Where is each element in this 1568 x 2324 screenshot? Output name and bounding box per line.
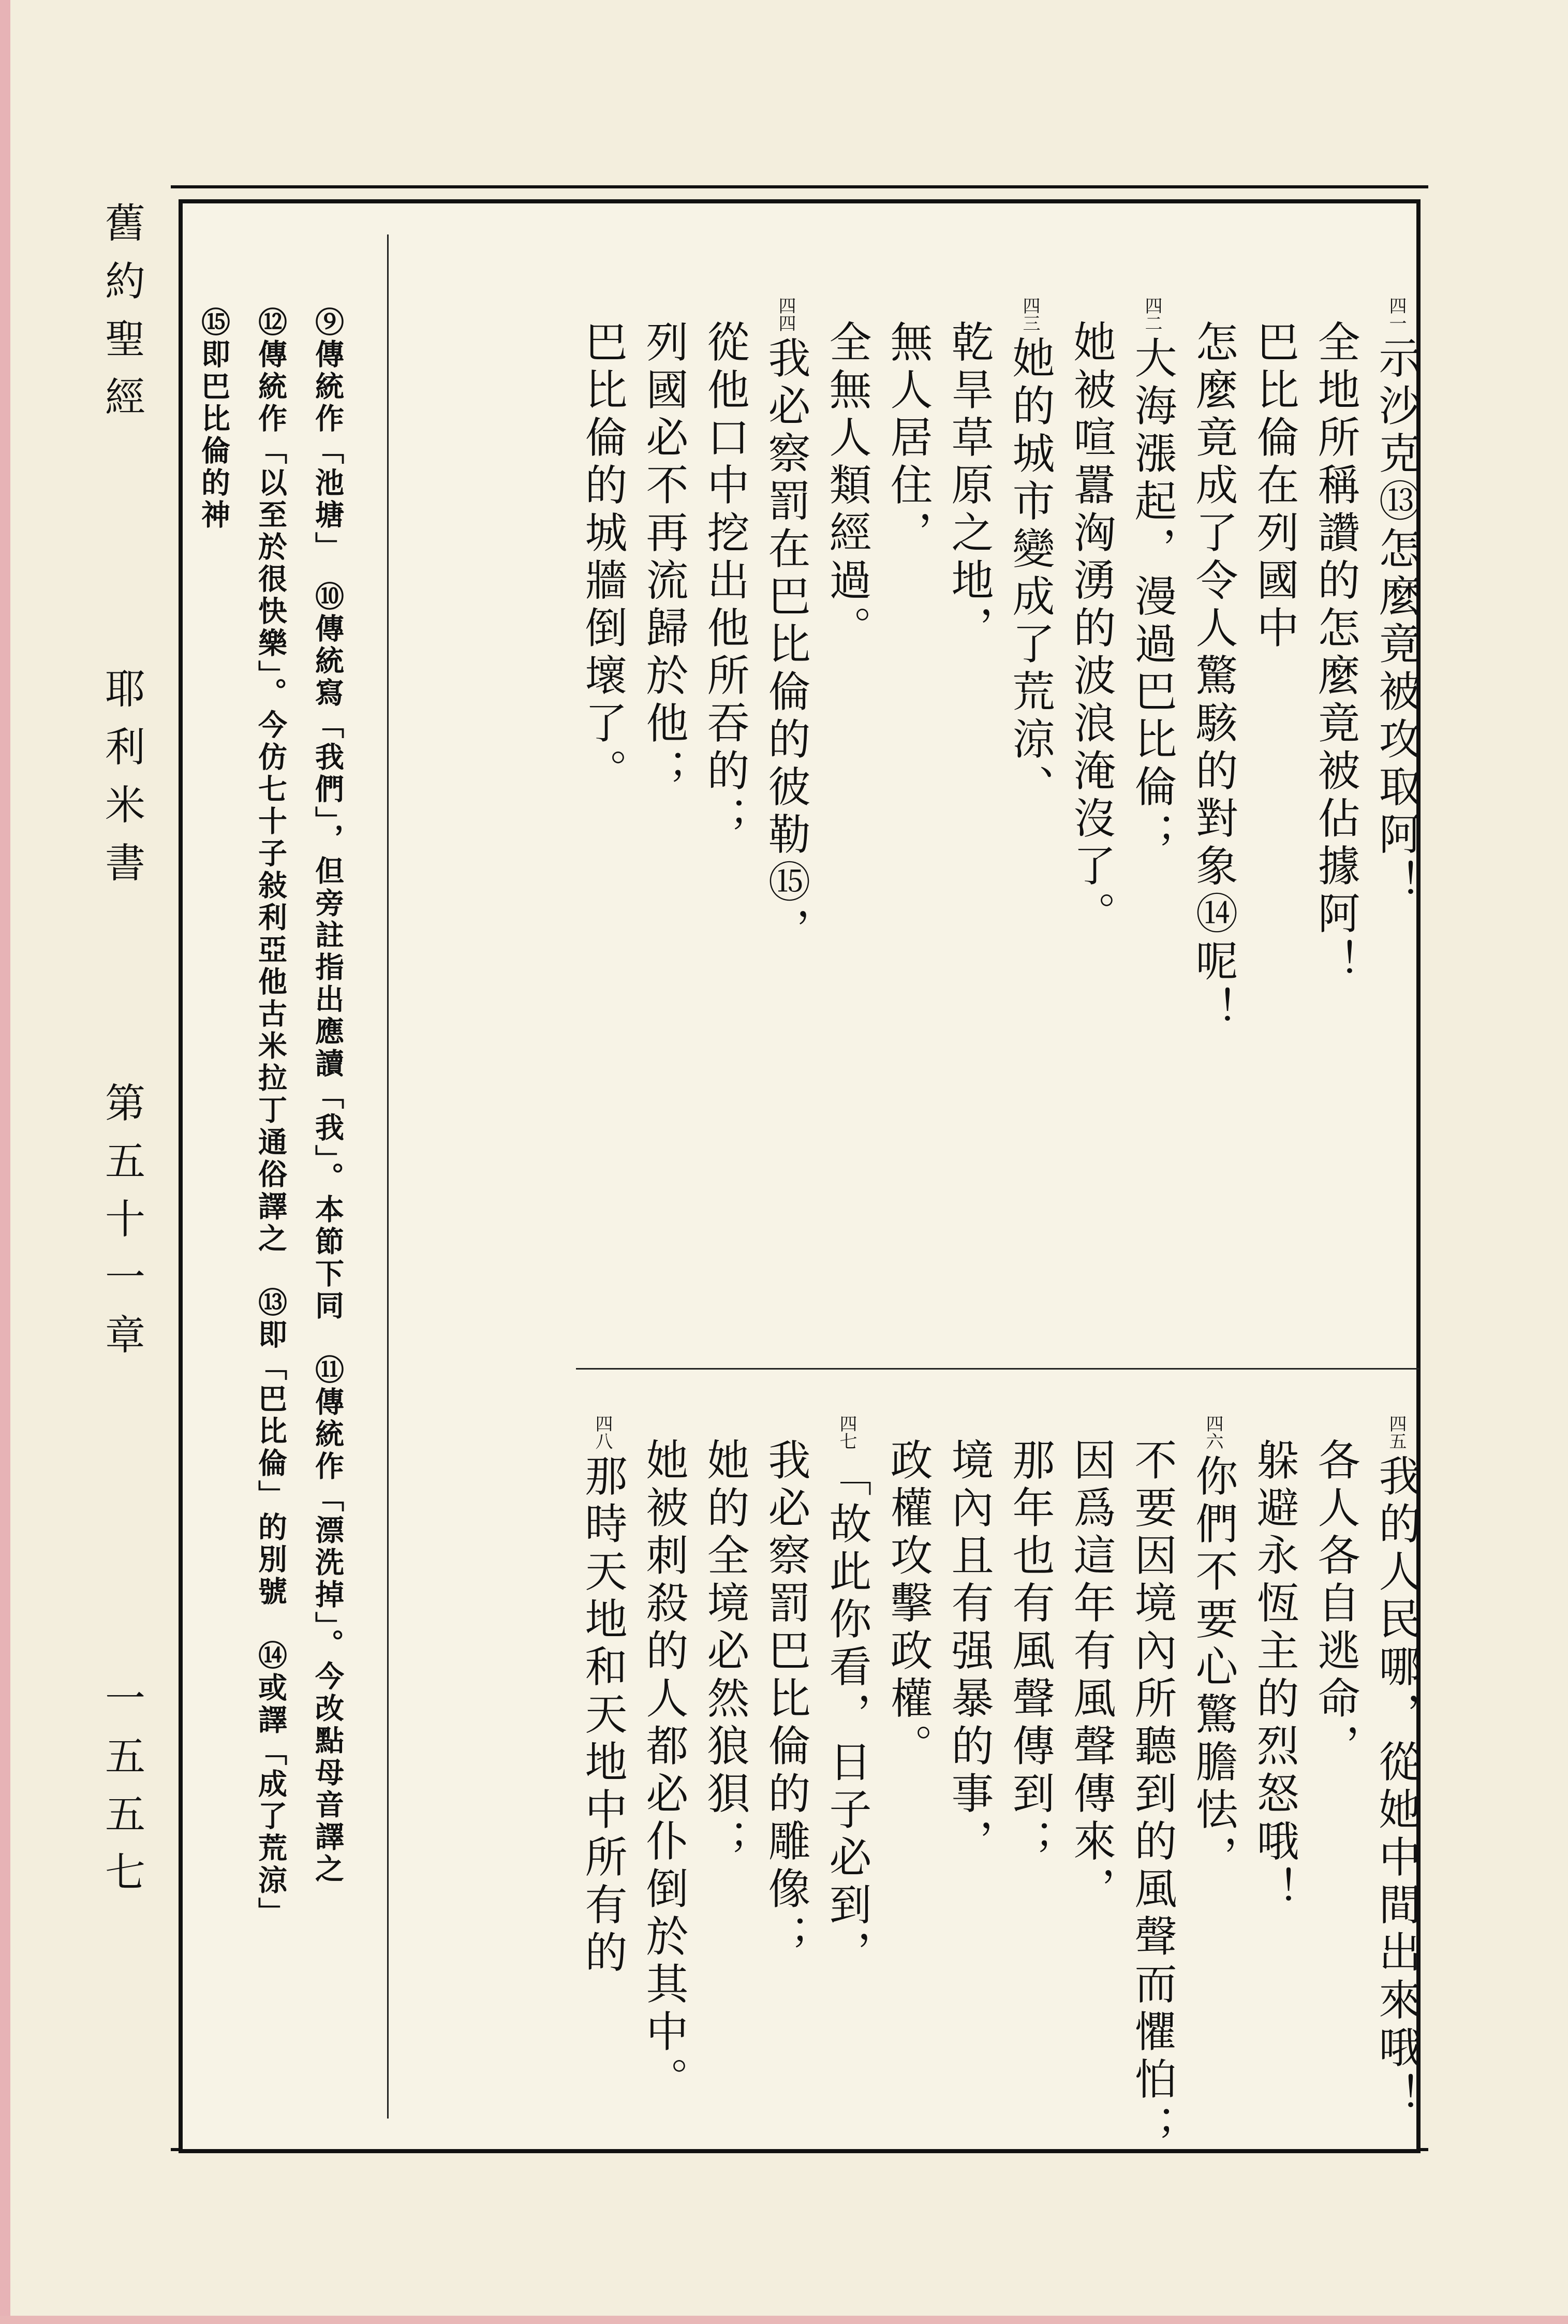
verse-line: 四八那時天地和天地中所有的 [578, 1415, 627, 1978]
page-edge-bottom [0, 2316, 1568, 2324]
verse-line: 那年也有風聲傳到； [1005, 1438, 1055, 1866]
verse-line: 因爲這年有風聲傳來， [1067, 1438, 1116, 1914]
verse-line: 全地所稱讚的怎麼竟被佔據阿！ [1311, 320, 1360, 987]
verse-line: 四三她的城市變成了荒涼、 [1005, 297, 1055, 812]
verse-line: 不要因境內所聽到的風聲而懼怕； [1128, 1438, 1177, 2152]
verse-line: 躲避永恆主的烈怒哦！ [1250, 1438, 1299, 1914]
verse-line: 四四我必察罰在巴比倫的彼勒⑮， [761, 297, 810, 955]
verse-line: 列國必不再流歸於他； [639, 320, 688, 796]
verse-line: 四六你們不要心驚膽怯， [1189, 1415, 1238, 1882]
book-name: 耶利米書 [98, 668, 145, 900]
verse-line: 各人各自逃命， [1311, 1438, 1360, 1771]
verse-line: 全無人類經過。 [822, 320, 871, 653]
lower-verses [576, 203, 1419, 2150]
verse-line: 她的全境必然狼狽； [700, 1438, 749, 1866]
verse-line: 從他口中挖出他所吞的； [700, 320, 749, 844]
verse-line: 怎麼竟成了令人驚駭的對象⑭呢！ [1189, 320, 1238, 1034]
verse-line: 境內且有强暴的事， [944, 1438, 994, 1866]
verse-line: 巴比倫的城牆倒壞了。 [578, 320, 627, 796]
chapter-label: 第五十一章 [98, 1082, 145, 1372]
verse-line: 四五我的人民哪，從她中間出來哦！ [1372, 1415, 1421, 2121]
text-frame [179, 199, 1421, 2153]
top-rule [171, 185, 1428, 188]
verse-line: 政權攻擊政權。 [883, 1438, 933, 1771]
verse-line: 乾旱草原之地， [944, 320, 994, 653]
verse-line: 我必察罰巴比倫的雕像； [761, 1438, 810, 1962]
verse-line: 四一示沙克⑬怎麼竟被攻取阿！ [1372, 297, 1421, 907]
footnote-line: ⑨傳統作「池塘」 ⑩傳統寫「我們」，但旁註指出應讀「我」。本節下同 ⑪傳統作「漂洗掉」。今改點母音譯之 [310, 307, 345, 1886]
running-header [93, 202, 150, 2169]
verse-line: 四七「故此你看，日子必到， [822, 1415, 871, 1978]
page-edge [0, 0, 10, 2324]
verse-line: 她被喧囂洶湧的波浪淹沒了。 [1067, 320, 1116, 939]
book-title: 舊約聖經 [98, 202, 145, 434]
footnote-divider [387, 234, 389, 2119]
footnote-line: ⑮即巴比倫的神 [197, 307, 231, 532]
page-number: 一五五七 [98, 1677, 145, 1909]
verse-line: 巴比倫在列國中 [1250, 320, 1299, 653]
verse-line: 四二大海漲起，漫過巴比倫； [1128, 297, 1177, 860]
footnote-line: ⑫傳統作「以至於很快樂」。今仿七十子敍利亞他古米拉丁通俗譯之 ⑬即「巴比倫」的別號 ⑭或譯「成了荒涼」 [254, 307, 288, 1929]
verse-line: 她被刺殺的人都必仆倒於其中。 [639, 1438, 688, 2105]
verse-line: 無人居住， [883, 320, 933, 558]
